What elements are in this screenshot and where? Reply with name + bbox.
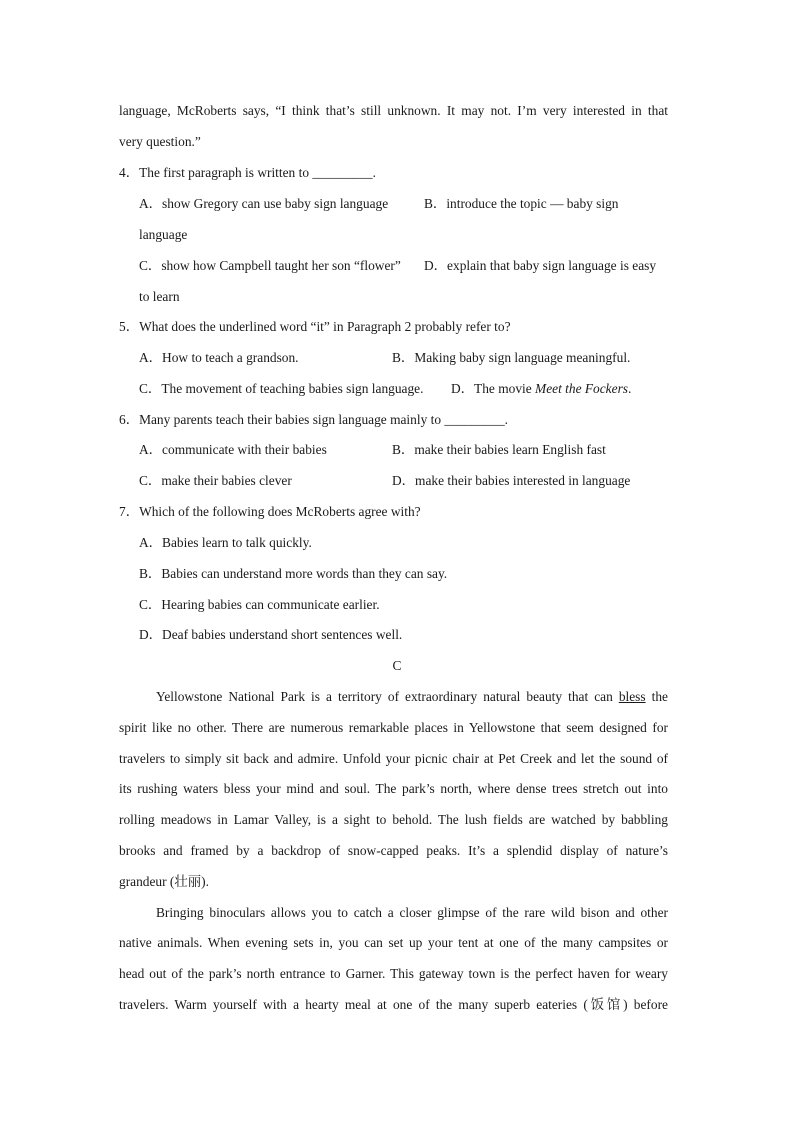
question-7-option-c: C．Hearing babies can communicate earlier.	[139, 597, 380, 612]
paragraph-2-line-3: head out of the park’s north entrance to Garner. This gateway town is the perfect haven for weary	[119, 966, 668, 981]
question-5-option-d-suffix: .	[628, 381, 632, 396]
question-5-stem: 5．What does the underlined word “it” in Paragraph 2 probably refer to?	[119, 319, 511, 334]
question-6-option-b: B．make their babies learn English fast	[392, 442, 606, 457]
paragraph-1-line-7: grandeur (壮丽).	[119, 874, 209, 889]
paragraph-2-line-2: native animals. When evening sets in, you can set up your tent at one of the many campsites or	[119, 935, 668, 950]
question-7-option-b: B．Babies can understand more words than they can say.	[139, 566, 448, 581]
paragraph-1-line-6: brooks and framed by a backdrop of snow-capped peaks. It’s a splendid display of nature’s	[119, 843, 668, 858]
paragraph-1-line-3: travelers to simply sit back and admire. Unfold your picnic chair at Pet Creek and let the sound of	[119, 751, 668, 766]
question-4-option-c: C．show how Campbell taught her son “flower”	[139, 258, 401, 273]
paragraph-1-line-1-end: the	[645, 689, 668, 704]
intro-line-1: language, McRoberts says, “I think that’s still unknown. It may not. I’m very interested in that	[119, 103, 668, 118]
paragraph-1-line-5: rolling meadows in Lamar Valley, is a sight to behold. The lush fields are watched by babbling	[119, 812, 668, 827]
paragraph-2-line-4: travelers. Warm yourself with a hearty meal at one of the many superb eateries (饭馆) before	[119, 997, 668, 1012]
question-5-option-d-prefix: D．The movie	[451, 381, 536, 396]
question-7-option-a: A．Babies learn to talk quickly.	[139, 535, 312, 550]
question-4-option-d-continued: to learn	[139, 289, 180, 304]
movie-title: Meet the Fockers	[535, 381, 628, 396]
paragraph-2-line-1: Bringing binoculars allows you to catch a closer glimpse of the rare wild bison and other	[156, 905, 668, 920]
paragraph-1-line-4: its rushing waters bless your mind and soul. The park’s north, where dense trees stretch out into	[119, 781, 668, 796]
question-5-option-b: B．Making baby sign language meaningful.	[392, 350, 631, 365]
underlined-word-bless: bless	[618, 689, 646, 704]
question-5-option-d	[451, 381, 631, 397]
paragraph-1-line-1	[156, 689, 668, 705]
question-4-option-b-continued: language	[139, 227, 188, 242]
question-6-option-a: A．communicate with their babies	[139, 442, 327, 457]
question-7-stem: 7．Which of the following does McRoberts agree with?	[119, 504, 421, 519]
question-5-option-c: C．The movement of teaching babies sign language.	[139, 381, 424, 396]
question-6-stem: 6．Many parents teach their babies sign language mainly to _________.	[119, 412, 508, 427]
question-4-option-a: A．show Gregory can use baby sign language	[139, 196, 389, 211]
passage-heading: C	[392, 658, 402, 673]
question-6-option-d: D．make their babies interested in language	[392, 473, 631, 488]
question-4-stem: 4．The first paragraph is written to _________.	[119, 165, 376, 180]
question-6-option-c: C．make their babies clever	[139, 473, 292, 488]
question-7-option-d: D．Deaf babies understand short sentences well.	[139, 627, 403, 642]
intro-line-2: very question.”	[119, 134, 201, 149]
question-4-option-b: B．introduce the topic — baby sign	[424, 196, 619, 211]
question-5-option-a: A．How to teach a grandson.	[139, 350, 299, 365]
paragraph-1-line-2: spirit like no other. There are numerous remarkable places in Yellowstone that seem designed for	[119, 720, 668, 735]
paragraph-1-line-1-start: Yellowstone National Park is a territory of extraordinary natural beauty that can	[156, 689, 619, 704]
question-4-option-d: D．explain that baby sign language is easy	[424, 258, 657, 273]
